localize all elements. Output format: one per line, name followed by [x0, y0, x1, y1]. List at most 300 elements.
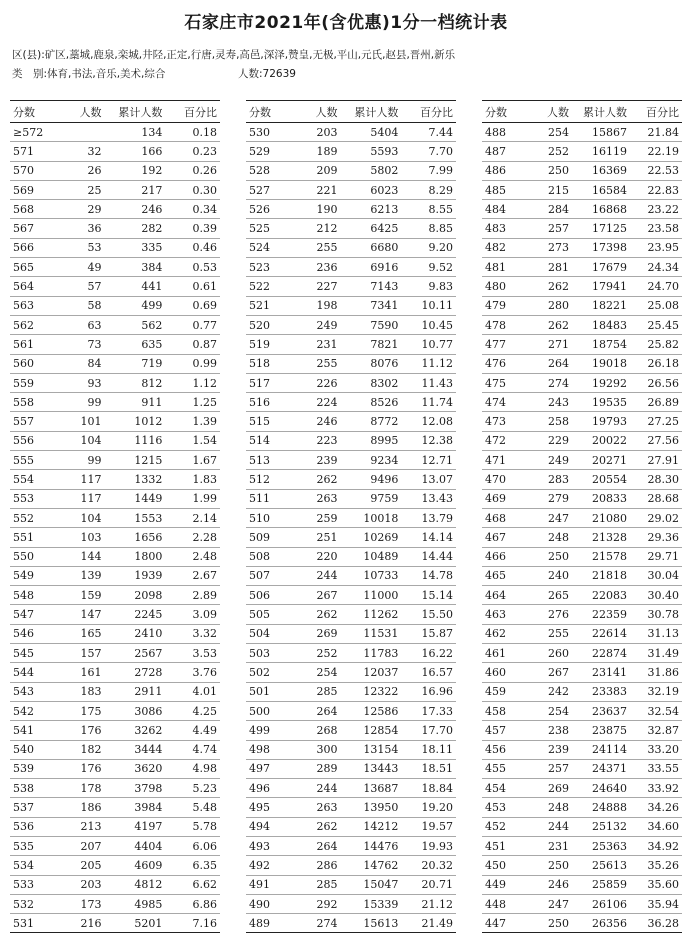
cell-count: 247 [528, 508, 572, 527]
cell-percent: 9.20 [401, 238, 456, 257]
table-row [10, 123, 220, 142]
cell-cumulative: 5201 [104, 914, 165, 933]
table-row [10, 663, 220, 682]
table-row [482, 431, 682, 450]
cell-percent: 10.77 [401, 335, 456, 354]
cell-score: 511 [246, 489, 294, 508]
cell-count: 273 [528, 238, 572, 257]
cell-cumulative: 19535 [572, 393, 630, 412]
cell-count: 101 [58, 412, 104, 431]
cell-score: 468 [482, 508, 528, 527]
cell-count: 257 [528, 219, 572, 238]
cell-score: 497 [246, 759, 294, 778]
cell-score: 457 [482, 721, 528, 740]
cell-percent: 0.87 [165, 335, 220, 354]
cell-count: 157 [58, 644, 104, 663]
cell-score: 517 [246, 373, 294, 392]
cell-score: 548 [10, 586, 58, 605]
table-row [482, 836, 682, 855]
cell-score: 470 [482, 470, 528, 489]
table-row [10, 277, 220, 296]
table-row [10, 142, 220, 161]
cell-percent: 19.20 [401, 798, 456, 817]
cell-cumulative: 217 [104, 180, 165, 199]
cell-percent: 34.92 [630, 836, 682, 855]
cell-score: 448 [482, 894, 528, 913]
cell-score: 467 [482, 528, 528, 547]
cell-score: 512 [246, 470, 294, 489]
cell-percent: 20.71 [401, 875, 456, 894]
cell-percent: 31.13 [630, 624, 682, 643]
table-row [10, 373, 220, 392]
table-row [482, 682, 682, 701]
table-row [246, 335, 456, 354]
cell-score: 551 [10, 528, 58, 547]
cell-score: 557 [10, 412, 58, 431]
header-score: 分数 [246, 101, 294, 123]
cell-percent: 22.19 [630, 142, 682, 161]
table-row [482, 219, 682, 238]
table-row [246, 373, 456, 392]
cell-percent: 1.25 [165, 393, 220, 412]
cell-count: 73 [58, 335, 104, 354]
cell-percent: 7.99 [401, 161, 456, 180]
cell-score: 453 [482, 798, 528, 817]
cell-percent: 30.04 [630, 566, 682, 585]
cell-cumulative: 1215 [104, 451, 165, 470]
cell-count: 285 [294, 682, 340, 701]
cell-count: 274 [528, 373, 572, 392]
cell-cumulative: 16868 [572, 200, 630, 219]
table-row [10, 779, 220, 798]
table-row [482, 566, 682, 585]
cell-cumulative: 23383 [572, 682, 630, 701]
cell-percent: 15.50 [401, 605, 456, 624]
cell-percent: 13.07 [401, 470, 456, 489]
cell-percent: 21.49 [401, 914, 456, 933]
cell-count: 267 [528, 663, 572, 682]
cell-cumulative: 15867 [572, 123, 630, 142]
cell-count: 292 [294, 894, 340, 913]
cell-count: 216 [58, 914, 104, 933]
cell-percent: 4.25 [165, 701, 220, 720]
header-score: 分数 [10, 101, 58, 123]
cell-percent: 29.71 [630, 547, 682, 566]
cell-percent: 17.33 [401, 701, 456, 720]
cell-count: 249 [294, 315, 340, 334]
table-row [10, 219, 220, 238]
table-row [246, 277, 456, 296]
table-row [482, 663, 682, 682]
cell-count: 165 [58, 624, 104, 643]
cell-score: 534 [10, 856, 58, 875]
cell-cumulative: 635 [104, 335, 165, 354]
cell-cumulative: 282 [104, 219, 165, 238]
cell-cumulative: 11000 [340, 586, 401, 605]
cell-percent: 30.78 [630, 605, 682, 624]
cell-count: 220 [294, 547, 340, 566]
cell-cumulative: 21080 [572, 508, 630, 527]
cell-count: 203 [58, 875, 104, 894]
cell-cumulative: 26356 [572, 914, 630, 933]
total-count: 人数:72639 [238, 68, 296, 80]
cell-cumulative: 7590 [340, 315, 401, 334]
cell-count: 267 [294, 586, 340, 605]
table-row [482, 605, 682, 624]
cell-count: 244 [528, 817, 572, 836]
cell-cumulative: 4404 [104, 836, 165, 855]
cell-count: 286 [294, 856, 340, 875]
cell-score: 474 [482, 393, 528, 412]
cell-percent: 14.78 [401, 566, 456, 585]
table-row [246, 238, 456, 257]
cell-score: 516 [246, 393, 294, 412]
table-row [482, 238, 682, 257]
table-row [482, 142, 682, 161]
table-row [482, 489, 682, 508]
header-count: 人数 [294, 101, 340, 123]
category-row [12, 66, 296, 81]
cell-cumulative: 384 [104, 258, 165, 277]
cell-cumulative: 812 [104, 373, 165, 392]
cell-percent: 0.46 [165, 238, 220, 257]
cell-cumulative: 5593 [340, 142, 401, 161]
cell-count: 58 [58, 296, 104, 315]
cell-count: 259 [294, 508, 340, 527]
cell-score: 541 [10, 721, 58, 740]
table-row [482, 586, 682, 605]
cell-count: 264 [294, 701, 340, 720]
cell-score: 464 [482, 586, 528, 605]
cell-percent: 2.14 [165, 508, 220, 527]
cell-count: 257 [528, 759, 572, 778]
cell-cumulative: 17398 [572, 238, 630, 257]
cell-percent: 16.57 [401, 663, 456, 682]
cell-cumulative: 9496 [340, 470, 401, 489]
cell-percent: 22.83 [630, 180, 682, 199]
cell-count: 139 [58, 566, 104, 585]
cell-percent: 1.54 [165, 431, 220, 450]
cell-cumulative: 17941 [572, 277, 630, 296]
cell-percent: 31.86 [630, 663, 682, 682]
cell-count: 182 [58, 740, 104, 759]
cell-percent: 15.14 [401, 586, 456, 605]
table-row [482, 296, 682, 315]
cell-count: 244 [294, 779, 340, 798]
cell-score: 483 [482, 219, 528, 238]
cell-percent: 8.55 [401, 200, 456, 219]
cell-cumulative: 13687 [340, 779, 401, 798]
cell-percent: 12.08 [401, 412, 456, 431]
cell-cumulative: 3444 [104, 740, 165, 759]
cell-score: 475 [482, 373, 528, 392]
cell-count: 276 [528, 605, 572, 624]
table-row [482, 451, 682, 470]
header-percent: 百分比 [401, 101, 456, 123]
cell-score: 528 [246, 161, 294, 180]
cell-score: 554 [10, 470, 58, 489]
cell-percent: 27.25 [630, 412, 682, 431]
cell-percent: 18.11 [401, 740, 456, 759]
cell-count: 284 [528, 200, 572, 219]
cell-cumulative: 3086 [104, 701, 165, 720]
cell-score: 496 [246, 779, 294, 798]
cell-score: 458 [482, 701, 528, 720]
cell-cumulative: 499 [104, 296, 165, 315]
cell-percent: 2.67 [165, 566, 220, 585]
cell-percent: 19.57 [401, 817, 456, 836]
cell-percent: 2.28 [165, 528, 220, 547]
cell-percent: 32.19 [630, 682, 682, 701]
table-row [10, 605, 220, 624]
cell-percent: 14.44 [401, 547, 456, 566]
cell-percent: 10.11 [401, 296, 456, 315]
cell-score: 451 [482, 836, 528, 855]
cell-count [58, 123, 104, 142]
table-row [482, 277, 682, 296]
cell-cumulative: 8772 [340, 412, 401, 431]
cell-percent: 0.34 [165, 200, 220, 219]
cell-count: 26 [58, 161, 104, 180]
cell-score: 454 [482, 779, 528, 798]
cell-percent: 34.26 [630, 798, 682, 817]
cell-cumulative: 25363 [572, 836, 630, 855]
cell-percent: 12.71 [401, 451, 456, 470]
cell-cumulative: 13154 [340, 740, 401, 759]
cell-cumulative: 25132 [572, 817, 630, 836]
table-row [482, 412, 682, 431]
table-row [482, 644, 682, 663]
cell-count: 173 [58, 894, 104, 913]
region-line: 区(县):矿区,藁城,鹿泉,栾城,井陉,正定,行唐,灵寿,高邑,深泽,赞皇,无极,平山,元氏,赵县,晋州,新乐 [12, 49, 456, 61]
cell-count: 175 [58, 701, 104, 720]
cell-percent: 1.12 [165, 373, 220, 392]
cell-percent: 7.16 [165, 914, 220, 933]
cell-percent: 9.52 [401, 258, 456, 277]
cell-cumulative: 11262 [340, 605, 401, 624]
cell-percent: 28.68 [630, 489, 682, 508]
cell-score: 502 [246, 663, 294, 682]
cell-count: 186 [58, 798, 104, 817]
cell-percent: 10.45 [401, 315, 456, 334]
cell-percent: 1.99 [165, 489, 220, 508]
cell-count: 262 [528, 315, 572, 334]
cell-cumulative: 13950 [340, 798, 401, 817]
cell-percent: 16.22 [401, 644, 456, 663]
cell-count: 226 [294, 373, 340, 392]
table-row [10, 470, 220, 489]
table-row [246, 200, 456, 219]
cell-score: 513 [246, 451, 294, 470]
cell-count: 251 [294, 528, 340, 547]
cell-score: 509 [246, 528, 294, 547]
cell-count: 264 [528, 354, 572, 373]
table-row [10, 354, 220, 373]
table-row [482, 528, 682, 547]
table-row [246, 663, 456, 682]
table-row [482, 258, 682, 277]
cell-cumulative: 6213 [340, 200, 401, 219]
cell-count: 248 [528, 798, 572, 817]
table-row [482, 547, 682, 566]
cell-score: 491 [246, 875, 294, 894]
table-row [246, 682, 456, 701]
cell-percent: 35.26 [630, 856, 682, 875]
cell-count: 283 [528, 470, 572, 489]
table-row [246, 644, 456, 663]
cell-cumulative: 17125 [572, 219, 630, 238]
table-row [482, 508, 682, 527]
table-row [246, 547, 456, 566]
cell-score: 563 [10, 296, 58, 315]
table-row [10, 759, 220, 778]
cell-score: 550 [10, 547, 58, 566]
cell-count: 252 [528, 142, 572, 161]
cell-score: 514 [246, 431, 294, 450]
cell-cumulative: 20022 [572, 431, 630, 450]
cell-count: 207 [58, 836, 104, 855]
cell-count: 104 [58, 508, 104, 527]
cell-score: 545 [10, 644, 58, 663]
cell-cumulative: 19793 [572, 412, 630, 431]
table-row [246, 451, 456, 470]
table-row [482, 740, 682, 759]
cell-cumulative: 7341 [340, 296, 401, 315]
cell-percent: 0.23 [165, 142, 220, 161]
cell-percent: 5.23 [165, 779, 220, 798]
header-cumulative: 累计人数 [104, 101, 165, 123]
cell-score: 531 [10, 914, 58, 933]
cell-count: 239 [528, 740, 572, 759]
cell-count: 84 [58, 354, 104, 373]
table-row [482, 624, 682, 643]
cell-percent: 17.70 [401, 721, 456, 740]
table-row [246, 914, 456, 933]
cell-count: 248 [528, 528, 572, 547]
cell-cumulative: 5802 [340, 161, 401, 180]
cell-count: 281 [528, 258, 572, 277]
cell-cumulative: 4197 [104, 817, 165, 836]
cell-percent: 3.76 [165, 663, 220, 682]
cell-count: 229 [528, 431, 572, 450]
cell-count: 269 [528, 779, 572, 798]
cell-percent: 32.87 [630, 721, 682, 740]
header-cumulative: 累计人数 [340, 101, 401, 123]
cell-count: 252 [294, 644, 340, 663]
cell-cumulative: 8526 [340, 393, 401, 412]
cell-count: 189 [294, 142, 340, 161]
cell-score: 478 [482, 315, 528, 334]
table-row [246, 624, 456, 643]
cell-cumulative: 3262 [104, 721, 165, 740]
cell-score: 459 [482, 682, 528, 701]
table-row [246, 508, 456, 527]
table-row [482, 759, 682, 778]
cell-score: 522 [246, 277, 294, 296]
table-row [10, 315, 220, 334]
table-row [246, 605, 456, 624]
cell-count: 231 [528, 836, 572, 855]
cell-score: 488 [482, 123, 528, 142]
cell-cumulative: 22614 [572, 624, 630, 643]
cell-count: 205 [58, 856, 104, 875]
table-row [246, 393, 456, 412]
cell-score: 543 [10, 682, 58, 701]
cell-percent: 5.78 [165, 817, 220, 836]
cell-percent: 9.83 [401, 277, 456, 296]
cell-cumulative: 24888 [572, 798, 630, 817]
cell-percent: 27.56 [630, 431, 682, 450]
cell-percent: 26.18 [630, 354, 682, 373]
table-row [10, 547, 220, 566]
cell-cumulative: 12854 [340, 721, 401, 740]
cell-count: 271 [528, 335, 572, 354]
cell-percent: 12.38 [401, 431, 456, 450]
cell-percent: 4.49 [165, 721, 220, 740]
cell-count: 49 [58, 258, 104, 277]
cell-cumulative: 22083 [572, 586, 630, 605]
cell-percent: 33.20 [630, 740, 682, 759]
cell-score: 473 [482, 412, 528, 431]
cell-cumulative: 24114 [572, 740, 630, 759]
cell-cumulative: 6425 [340, 219, 401, 238]
table-row [246, 894, 456, 913]
cell-cumulative: 335 [104, 238, 165, 257]
cell-percent: 26.56 [630, 373, 682, 392]
table-row [10, 644, 220, 663]
cell-count: 147 [58, 605, 104, 624]
cell-score: 533 [10, 875, 58, 894]
cell-score: 520 [246, 315, 294, 334]
cell-cumulative: 9759 [340, 489, 401, 508]
cell-count: 117 [58, 470, 104, 489]
cell-score: 471 [482, 451, 528, 470]
cell-score: 547 [10, 605, 58, 624]
cell-score: 456 [482, 740, 528, 759]
cell-cumulative: 4985 [104, 894, 165, 913]
table-row [246, 180, 456, 199]
table-row [246, 258, 456, 277]
cell-percent: 21.12 [401, 894, 456, 913]
cell-percent: 1.83 [165, 470, 220, 489]
cell-count: 255 [294, 354, 340, 373]
cell-score: 476 [482, 354, 528, 373]
cell-score: 506 [246, 586, 294, 605]
cell-score: 567 [10, 219, 58, 238]
cell-cumulative: 22874 [572, 644, 630, 663]
cell-score: 552 [10, 508, 58, 527]
cell-percent: 11.74 [401, 393, 456, 412]
cell-score: 524 [246, 238, 294, 257]
cell-score: 489 [246, 914, 294, 933]
cell-percent: 1.39 [165, 412, 220, 431]
table-row [482, 779, 682, 798]
header-percent: 百分比 [165, 101, 220, 123]
cell-score: 449 [482, 875, 528, 894]
cell-percent: 16.96 [401, 682, 456, 701]
cell-percent: 25.82 [630, 335, 682, 354]
cell-count: 250 [528, 856, 572, 875]
cell-percent: 25.08 [630, 296, 682, 315]
cell-cumulative: 10269 [340, 528, 401, 547]
cell-cumulative: 21578 [572, 547, 630, 566]
table-row [246, 779, 456, 798]
cell-score: 569 [10, 180, 58, 199]
cell-count: 117 [58, 489, 104, 508]
cell-score: 479 [482, 296, 528, 315]
cell-cumulative: 1800 [104, 547, 165, 566]
cell-percent: 6.06 [165, 836, 220, 855]
